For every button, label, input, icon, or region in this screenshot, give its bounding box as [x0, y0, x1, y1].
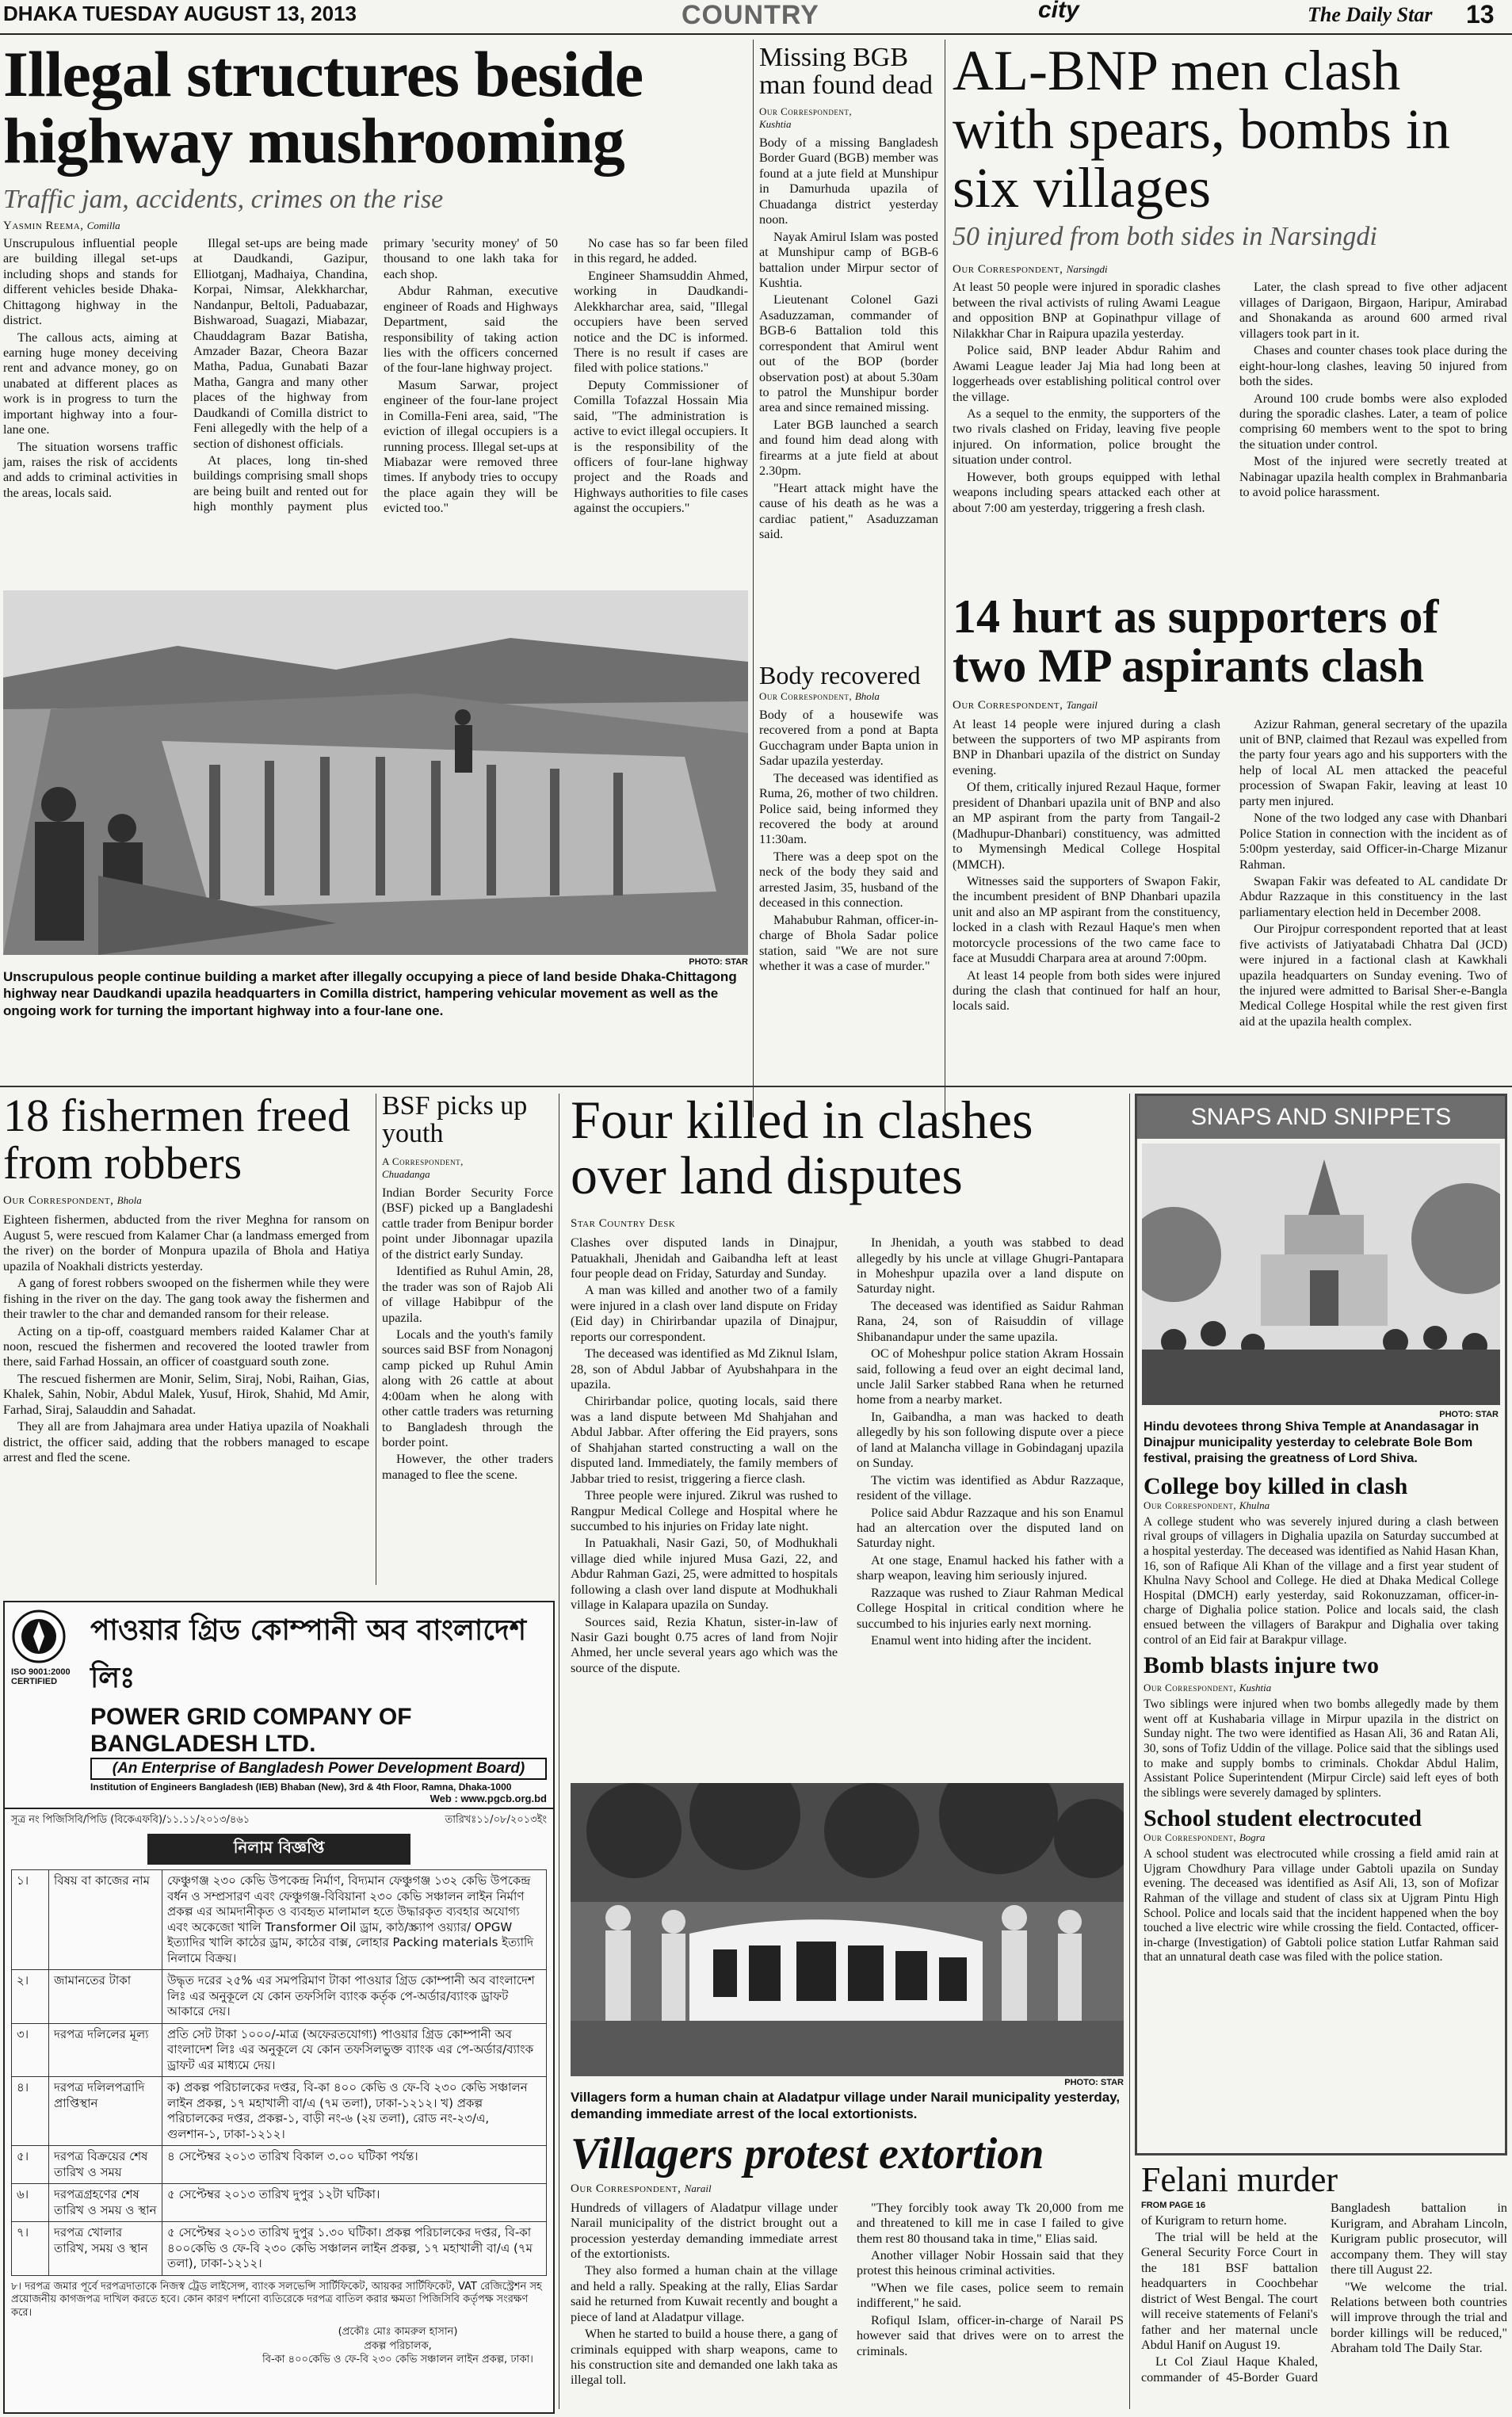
story-mp-aspirants-clash	[953, 590, 1507, 1090]
ad-cell-value: ৫ সেপ্টেম্বর ২০১৩ তারিখ দুপুর ১.৩০ ঘটিকা। প্রকল্প পরিচালকের দপ্তর, বি-কা ৪০০কেভি ও ফে-বি ২৩০ কেভি সঞ্চালন লাইন প্রকল্প, ১৭ মহাখালী বা/এ (৭ম তলা), ঢাকা-১২১২।	[162, 2222, 547, 2276]
bsf-body: Indian Border Security Force (BSF) picked up a Bangladeshi cattle trader from Benipur border point under Jibonnagar upazila of the district early Sunday. Identified as Ruhul Amin, 28, the trader was son of Rajob Ali of village Habibpur of the upazila. Locals and the youth's family sources said BSF from Nonagonj camp picked up Ruhul Amin along with 26 cattle at about 4:00am when he along with other cattle traders was returning to Bangladesh through the border point. However, the other traders managed to flee the scene.	[382, 1186, 553, 1482]
albnp-headline: AL-BNP men clash with spears, bombs in six villages	[953, 39, 1450, 220]
ad-cell-label: বিষয় বা কাজের নাম	[49, 1870, 162, 1970]
ad-cell-n: ৫।	[12, 2146, 49, 2184]
ad-table-row	[12, 1870, 547, 1970]
ad-cell-n: ৬।	[12, 2184, 49, 2222]
lead-byline: Yasmin Reema, Comilla	[3, 219, 120, 232]
story-body-recovered	[759, 662, 938, 976]
ad-header	[5, 1602, 553, 1809]
protest-photo-caption: Villagers form a human chain at Aladatpur village under Narail municipality yesterday, demanding immediate arrest of the local extortionists.	[571, 2090, 1121, 2122]
iso-certified: ISO 9001:2000 CERTIFIED	[11, 1667, 71, 1687]
bodyrec-body: Body of a housewife was recovered from a pond at Bapta Gucchagram under Bapta union in Sadar upazila yesterday. The deceased was identified as Ruma, 26, mother of two children. Police said, being informed they recovered the body at around 11:30am. There was a deep spot on the neck of the body they said and arrested Jasim, 35, husband of the deceased in this connection. Mahabubur Rahman, officer-in-charge of Bhola Sadar police station, said "We are not sure whether it was a case of murder."	[759, 707, 938, 973]
column-rule	[753, 40, 754, 1117]
ad-cell-label: জামানতের টাকা	[49, 1970, 162, 2024]
lead-body: Unscrupulous influential people are building illegal set-ups including shops and stands for different vehicles beside Dhaka-Chittagong highway in the district. The callous acts, aiming at earning huge money deceiving rent and advance money, go on unabated at different places as work is in progress to turn the important highway into a four-lane one. The situation worsens traffic jam, raises the risk of accidents and adds to criminal activities in the areas, locals said. Illegal set-ups are being made at Daudkandi, Gazipur, Elliotganj, Madhaiya, Chandina, Korpai, Nimsar, Alekkharchar, Nandanpur, Beltoli, Paduabazar, Bishwaroad, Suagazi, Miabazar, Chauddagram Bazar Batisha, Amzader Bazar, Cheora Bazar Matha, Padua, Gunabati Bazar Matha, Gangra and many other places of the highway from Daudkandi of Comilla district to Feni allegedly with the help of a section of dishonest officials. At places, long tin-shed buildings comprising small shops are being built and rented out for high monthly payment plus primary 'security money' of 50 thousand to one lakh taka for each shop. Abdur Rahman, executive engineer of Roads and Highways Department, said the responsibility of taking action lies with the officers concerned of the four-lane highway project. Masum Sarwar, project engineer of the four-lane project in Comilla-Feni area, said, "The eviction of illegal occupiers is a running process. Illegal set-ups at Miabazar were removed three times. If anybody tries to occupy the place again they will be evicted too." No case has so far been filed in this regard, he added. Engineer Shamsuddin Ahmed, working in Daudkandi-Alekkharchar area, said, "Illegal occupiers have been served notice and the DC is informed. There is no result if cases are filed with police stations." Deputy Commissioner of Comilla Tofazzal Hossain Mia said, "The administration is active to evict illegal occupiers. It is the responsibility of the officers of four-lane highway project and the Roads and Highways authorities to file cases against the occupiers."	[3, 235, 748, 516]
temple-photo	[1142, 1144, 1500, 1405]
temple-photo-image	[1142, 1144, 1500, 1405]
bomb-body: Two siblings were injured when two bombs allegedly made by them went off at Kushabaria village in Mirpur upazila in the district on Sunday night. The two were identified as Hasan Ali, 36 and Ratan Ali, 30, sons of Tofiz Uddin of the village. Police said that the siblings used to make and supply bombs to criminals. Chokdar Abdul Halim, Assistant Police Superintendent (Mirpur Circle) said left eyes of both the siblings were severely damaged by splinters.	[1144, 1697, 1499, 1800]
fishermen-byline: Our Correspondent, Bhola	[3, 1194, 142, 1208]
story-college-boy	[1144, 1475, 1499, 1648]
ad-cell-label: দরপত্রগ্রহণের শেষ তারিখ ও সময় ও স্থান	[49, 2184, 162, 2222]
protest-photo-credit: PHOTO: STAR	[1064, 2078, 1124, 2087]
ad-website: Web : www.pgcb.org.bd	[430, 1793, 547, 1804]
ad-address: Institution of Engineers Bangladesh (IEB) Bhaban (New), 3rd & 4th Floor, Ramna, Dhaka-1000	[90, 1781, 512, 1793]
ad-cell-value: ৪ সেপ্টেম্বর ২০১৩ তারিখ বিকাল ৩.০০ ঘটিকা পর্যন্ত।	[162, 2146, 547, 2184]
ad-cell-label: দরপত্র বিক্রয়ের শেষ তারিখ ও সময়	[49, 2146, 162, 2184]
pgcb-auction-advertisement	[3, 1601, 555, 2414]
college-byline: Our Correspondent, Khulna	[1144, 1499, 1270, 1511]
lead-headline: Illegal structures beside highway mushrooming	[3, 38, 643, 178]
section-tag: city	[1038, 0, 1079, 23]
ad-cell-n: ৩।	[12, 2023, 49, 2077]
bodyrec-byline: Our Correspondent, Bhola	[759, 689, 880, 702]
mp-byline: Our Correspondent, Tangail	[953, 698, 1098, 712]
snaps-box	[1135, 1094, 1507, 2155]
column-rule	[1129, 1094, 1130, 2409]
albnp-byline: Our Correspondent, Narsingdi	[953, 263, 1108, 277]
bgb-byline: Our Correspondent, Kushtia	[759, 105, 853, 131]
story-al-bnp-clash	[953, 41, 1507, 549]
ad-cell-n: ৭।	[12, 2222, 49, 2276]
four-byline: Star Country Desk	[571, 1217, 676, 1231]
ad-reference: সূত্র নং পিজিসিবি/পিডি (বিকেএফবি)/১১.১১/২০১৩/৪৬১	[11, 1814, 250, 1826]
school-body: A school student was electrocuted while crossing a field amid rain at Ujgram Chowdhury Para village under Gabtoli upazila on Sunday evening. The deceased was identified as Asif Ali, 13, son of Mofizar Rahman of the village and student of class six at Ujgram Pintu High School. Police and locals said that the incident happened when the boy touched a live electric wire while crossing the field. Contacted, officer-in-charge (Investigation) of Gabtoli police station Lutfar Rahman said that an unnatural death case was filed with the police station.	[1144, 1847, 1499, 1965]
ad-table-row	[12, 2222, 547, 2276]
ad-date: তারিখঃ১১/০৮/২০১৩ইং	[445, 1814, 547, 1826]
ad-cell-label: দরপত্র দলিলের মূল্য	[49, 2023, 162, 2077]
felani-body: FROM PAGE 16 of Kurigram to return home. The trial will be held at the General Security Force Court in the 181 BSF battalion headquarters in Coochbehar district of West Bengal. The court will receive statements of Felani's father and her maternal uncle Abdul Hanif on August 19. Lt Col Ziaul Haque Khaled, commander of 45-Border Guard Bangladesh battalion in Kurigram, and Abraham Lincoln, Kurigram public prosecutor, will accompany them. They will stay there till August 22. "We welcome the trial. Relations between both countries will improve through the trial and border killings will be reduced," Abraham told The Daily Star.	[1141, 2201, 1507, 2385]
ad-table-row	[12, 1970, 547, 2024]
ad-signature-block	[249, 2325, 547, 2367]
section-name: COUNTRY	[682, 0, 819, 30]
ad-table-row	[12, 2146, 547, 2184]
albnp-body: At least 50 people were injured in sporadic clashes between the rival activists of ruling Awami League and opposition BNP at Gopinathpur village of Nilakkhar Char in Raipura upazila yesterday. Police said, BNP leader Abdur Rahim and Awami League leader Jaj Mia had long been at loggerheads over establishing political control over the village. As a sequel to the enmity, the supporters of the two rivals clashed on Friday, leaving five people injured. On information, police brought the situation under control. However, both groups equipped with lethal weapons including spears attacked each other at about 7:00 am yesterday, triggering a fresh clash. Later, the clash spread to five other adjacent villages of Darigaon, Birgaon, Haripur, Amirabad and Shonakanda as around 600 armed rival villagers took part in it. Chases and counter chases took place during the eight-hour-long clashes, leaving 50 injured from both the sides. Around 100 crude bombs were also exploded during the sporadic clashes. Later, a team of police comprising 60 members went to the spot to bring the situation under control. Most of the injured were secretly treated at Nabinagar upazila health complex in Brahmanbaria to avoid police harassment.	[953, 280, 1507, 515]
school-headline: School student electrocuted	[1144, 1805, 1422, 1832]
ad-signer-title: প্রকল্প পরিচালক,	[364, 2339, 432, 2352]
bgb-headline: Missing BGB man found dead	[759, 43, 934, 101]
fishermen-headline: 18 fishermen freed from robbers	[3, 1090, 351, 1189]
ad-cell-value: প্রতি সেট টাকা ১০০০/-মাত্র (অফেরতযোগ্য) পাওয়ার গ্রিড কোম্পানী অব বাংলাদেশ লিঃ এর অনুকূলে যে কোন তফসিলভুক্ত ব্যাংক এর পে-অর্ডার/ব্যাংক ড্রাফট এর মাধ্যমে দেয়।	[162, 2023, 547, 2077]
ad-notice-title: নিলাম বিজ্ঞপ্তি	[147, 1834, 410, 1865]
ad-auction-table	[11, 1869, 547, 2276]
lead-subhead: Traffic jam, accidents, crimes on the rise	[3, 184, 444, 214]
story-four-killed	[571, 1092, 1124, 1711]
story-bsf-picks-up	[382, 1092, 553, 1484]
ad-cell-n: ১।	[12, 1870, 49, 1970]
ad-cell-label: দরপত্র দলিলপত্রাদি প্রাপ্তিস্থান	[49, 2077, 162, 2146]
bgb-body: Body of a missing Bangladesh Border Guard (BGB) member was found at a jute field at Munshipur in Damurhuda upazila of Chuadanga district yesterday noon. Nayak Amirul Islam was posted at Munshipur camp of BGB-6 battalion under Mirpur sector of Kushtia. Lieutenant Colonel Gazi Asaduzzaman, commander of BGB-6 Battalion told this correspondent that Amirul went out of the BOP (border observation post) at about 5.30am to patrol the Munshipur border area and since remained missing. Later BGB launched a search and found him dead along with firearms at a jute field at about 2.30pm. "Heart attack might have the cause of his death as he was a cardiac patient," Asaduzzaman said.	[759, 136, 938, 541]
temple-photo-credit: PHOTO: STAR	[1439, 1410, 1499, 1419]
felani-headline: Felani murder	[1141, 2160, 1338, 2199]
lead-photo	[3, 590, 748, 955]
four-headline: Four killed in clashes over land disputes	[571, 1090, 1033, 1206]
ad-cell-n: ৪।	[12, 2077, 49, 2146]
bodyrec-headline: Body recovered	[759, 661, 921, 689]
college-body: A college student who was severely injured during a clash between rival groups of villagers in Dighalia upazila on Saturday succumbed at a hospital yesterday. The deceased was identified as Nahid Hasan Khan, 16, son of Rafique Ali Khan of the village and a first year student of Khulna Navy School and College. He died at Dhaka Medical College Hospital (DMCH) early yesterday, said Rokonuzzaman, officer-in-charge of Dighalia police station. Police and locals said, the clash ensued between the villagers of Barakpur and Dighalia over taking control of an Eid fair at Barakpur village.	[1144, 1514, 1499, 1647]
four-body: Clashes over disputed lands in Dinajpur, Patuakhali, Jhenidah and Gaibandha left at least four people dead on Friday, Saturday and Sunday. A man was killed and another two of a family were injured in a clash over land dispute on Friday (Eid day) in Chirirbandar upazila of Dinajpur, reports our correspondent. The deceased was identified as Md Ziknul Islam, 28, son of Abdul Jabbar of Ayubshahpara in the upazila. Chirirbandar police, quoting locals, said there was a land dispute between Md Shahjahan and Abdul Jabbar. After offering the Eid prayers, sons of Shahjahan started constructing a wall on the disputed land. Immediately, the family members of Jabbar tried to resist, triggering a fierce clash. Three people were injured. Zikrul was rushed to Rangpur Medical College and Hospital where he succumbed to his injuries on Friday late night. In Patuakhali, Nasir Gazi, 50, of Modhukhali village died while injured Musa Gazi, 22, and Abdur Rahman Gazi, 25, were admitted to hospitals following a clash over land dispute at Modhukhali village in Kalapara upazila on Sunday. Sources said, Rezia Khatun, sister-in-law of Nasir Gazi bought 0.75 acres of land from Nojir Ahmed, her uncle several years ago which was the source of the dispute. In Jhenidah, a youth was stabbed to dead allegedly by his uncle at village Ghugri-Pantapara in Moheshpur upazila over a land dispute on Saturday night. The deceased was identified as Saidur Rahman Rana, 24, son of Raisuddin of village Shibanandapur under the same upazila. OC of Moheshpur police station Akram Hossain said, following a feud over an eight decimal land, uncle Jalil Sarker stabbed Rana when he returned home from a nearby market. In, Gaibandha, a man was hacked to death allegedly by his son following dispute over a piece of land at Malancha village in Gobindaganj upazila on Sunday. The victim was identified as Abdur Razzaque, resident of the village. Police said Abdur Razzaque and his son Enamul had an altercation over the disputed land on Saturday night. At one stage, Enamul hacked his father with a sharp weapon, leaving him seriously injured. Razzaque was rushed to Ziaur Rahman Medical College Hospital in critical condition where he succumbed to his injuries early next morning. Enamul went into hiding after the incident.	[571, 1235, 1124, 1675]
story-bomb-blasts	[1144, 1654, 1499, 1800]
pgcb-logo-icon	[11, 1609, 67, 1664]
ad-title-bangla: পাওয়ার গ্রিড কোম্পানী অব বাংলাদেশ লিঃ	[90, 1614, 527, 1694]
story-school-student	[1144, 1807, 1499, 1965]
ad-cell-value: উদ্ধৃত দরের ২৫% এর সমপরিমাণ টাকা পাওয়ার গ্রিড কোম্পানী অব বাংলাদেশ লিঃ এর অনুকূলে যে কোন তফসিলি ব্যাংক কর্তৃক পে-অর্ডার/ব্যাংক ড্রাফট আকারে দেয়।	[162, 1970, 547, 2024]
school-byline: Our Correspondent, Bogra	[1144, 1831, 1266, 1844]
story-felani-murder	[1141, 2162, 1507, 2415]
temple-photo-caption: Hindu devotees throng Shiva Temple at Anandasagar in Dinajpur municipality yesterday to celebrate Bole Bom festival, praising the greatness of Lord Shiva.	[1144, 1420, 1480, 1465]
protest-photo	[571, 1783, 1124, 2076]
ad-ref-row	[5, 1809, 553, 1832]
pgcb-logo	[11, 1609, 84, 1686]
lead-photo-caption: Unscrupulous people continue building a market after illegally occupying a piece of land beside Dhaka-Chittagong highway near Daudkandi upazila headquarters in Comilla district, hampering vehicular movement as well as the ongoing work for turning the important highway into a four-lane one.	[3, 969, 737, 1018]
story-fishermen-freed	[3, 1092, 369, 1467]
ad-table-row	[12, 2077, 547, 2146]
albnp-subhead: 50 injured from both sides in Narsingdi	[953, 222, 1377, 252]
bsf-byline: A Correspondent, Chuadanga	[382, 1155, 464, 1181]
ad-tagline: (An Enterprise of Bangladesh Power Development Board)	[90, 1758, 547, 1780]
mp-body: At least 14 people were injured during a clash between the supporters of two MP aspirants from BNP in Dhanbari upazila of the district on Sunday evening. Of them, critically injured Rezaul Haque, former president of Dhanbari upazila unit of BNP and also an MP aspirant from the party from Tangail-2 (Madhupur-Dhanbari) constituency, was admitted to Mymensingh Medical College Hospital (MMCH). Witnesses said the supporters of Swapon Fakir, the incumbent president of BNP Dhanbari upazila unit and also an MP aspirant from the constituency, locked in a clash with Rezaul Haque's men when motorcycle processions of the two came face to face at Musuddi Charpara area at around 7:00pm. At least 14 people from both sides were injured during the clash that continued for half an hour, locals said. Azizur Rahman, general secretary of the upazila unit of BNP, claimed that Rezaul was expelled from the party four years ago and his supporters with the help of local AL men attacked the peaceful procession of Swapan Fakir, leaving at least 10 party men injured. None of the two lodged any case with Dhanbari Police Station in connection with the incident as of 5:00pm yesterday, said Officer-in-Charge Mizanur Rahman. Swapan Fakir was defeated to AL candidate Dr Abdur Razzaque in this constituency in the last parliamentary election held in December 2008. Our Pirojpur correspondent reported that at least five activists of Jatiyatabadi Chhatra Dal (JCD) were injured in a factional clash at Kawkhali upazila headquarters on Sunday evening. Two of the injured were admitted to Barisal Sher-e-Bangla Medical College Hospital while the rest given first aid at the upazila health complex.	[953, 716, 1507, 1029]
ad-signer-org: বি-কা ৪০০কেভি ও ফে-বি ২৩০ কেভি সঞ্চালন লাইন প্রকল্প, ঢাকা।	[262, 2354, 533, 2366]
ad-cell-label: দরপত্র খোলার তারিখ, সময় ও স্থান	[49, 2222, 162, 2276]
felani-from-page: FROM PAGE 16	[1141, 2201, 1206, 2211]
ad-table-row	[12, 2184, 547, 2222]
newspaper-logo: The Daily Star	[1308, 3, 1433, 26]
protest-photo-image	[571, 1783, 1124, 2076]
villagers-headline: Villagers protest extortion	[571, 2129, 1044, 2178]
story-villagers-protest	[571, 2129, 1124, 2415]
snaps-title: SNAPS AND SNIPPETS	[1137, 1096, 1505, 1139]
college-headline: College boy killed in clash	[1144, 1473, 1408, 1499]
mp-headline: 14 hurt as supporters of two MP aspirants clash	[953, 590, 1439, 692]
ad-cell-value: ৫ সেপ্টেম্বর ২০১৩ তারিখ দুপুর ১২টা ঘটিকা।	[162, 2184, 547, 2222]
story-missing-bgb	[759, 44, 938, 544]
page-number: 13	[1466, 0, 1495, 29]
ad-cell-n: ২।	[12, 1970, 49, 2024]
bsf-headline: BSF picks up youth	[382, 1091, 528, 1149]
lead-story	[3, 38, 748, 577]
ad-table-row	[12, 2023, 547, 2077]
masthead	[0, 0, 1512, 35]
lead-photo-image	[3, 590, 748, 955]
villagers-body: Hundreds of villagers of Aladatpur village under Narail municipality of the district brought out a procession yesterday demanding immediate arrest of the extortionists. They also formed a human chain at the village and held a rally. Speaking at the rally, Elias Sardar said he returned from Kuwait recently and bought a piece of land at Aladatpur village. When he started to build a house there, a gang of criminals equipped with sharp weapons, came to his construction site and demanded one lakh taka as illegal toll. "They forcibly took away Tk 20,000 from me and threatened to kill me in case I failed to give them rest 80 thousand taka in time," Elias said. Another villager Nobir Hossain said that they protest this heinous criminal activities. "When we file cases, police seem to remain indifferent," he said. Rofiqul Islam, officer-in-charge of Narail PS however said that drives were on to arrest the criminals.	[571, 2200, 1124, 2388]
ad-signer: (প্রকৌঃ মোঃ কামরুল হাসান)	[338, 2326, 458, 2339]
fishermen-body: Eighteen fishermen, abducted from the river Meghna for ransom on August 5, were rescued from Kalamer Char (a landmass emerged from the river) on the border of Monpura upazila of Bhola and Hatiya upazila of Noakhali districts yesterday. A gang of forest robbers swooped on the fishermen while they were fishing in the river on the day. The gang took away the fishermen and their trawler to the char and demanded ransom for their release. Acting on a tip-off, coastguard members raided Kalamer Char at noon, rescued the fishermen and recovered the looted trawler from there, said Farhad Hossain, an officer of coastguard south zone. The rescued fishermen are Monir, Selim, Siraj, Nobi, Raihan, Gias, Khalek, Sahin, Nobir, Abdul Malek, Yusuf, Hirok, Shahid, Md Amir, Farhad, Siraj, Salauddin and Sahadat. They all are from Jahajmara area under Hatiya upazila of Noakhali district, the officer said, adding that the robbers managed to escape arrest and fled the scene.	[3, 1212, 369, 1465]
issue-date: DHAKA TUESDAY AUGUST 13, 2013	[3, 2, 357, 25]
villagers-byline: Our Correspondent, Narail	[571, 2182, 712, 2195]
ad-cell-value: ফেঞ্চুগঞ্জ ২৩০ কেভি উপকেন্দ্র নির্মাণ, বিদ্যমান ফেঞ্চুগঞ্জ ১৩২ কেভি উপকেন্দ্র বর্ধন ও সম্প্রসারণ এবং ফেঞ্চুগঞ্জ-বিবিয়ানা ২৩০ কেভি সঞ্চালন লাইন নির্মাণ প্রকল্প এর আমদানীকৃত ও ব্যবহৃত মালামাল হতে উদ্ধারকৃত ব্যবহার অযোগ্য এবং অকেজো খালি Transformer Oil ড্রাম, কাঠ/স্ক্র্যাপ ওয়্যার/ OPGW ইত্যাদির খালি কাঠের ড্রাম, কাঠের বাক্স, লোহার Packing materials ইত্যাদি নিলামে বিক্রয়।	[162, 1870, 547, 1970]
bomb-byline: Our Correspondent, Kushtia	[1144, 1682, 1272, 1694]
ad-cell-value: ক) প্রকল্প পরিচালকের দপ্তর, বি-কা ৪০০ কেভি ও ফে-বি ২৩০ কেভি সঞ্চালন লাইন প্রকল্প, ১৭ মহাখালী বা/এ (৭ম তলা), ঢাকা-১২১২। খ) প্রকল্প পরিচালকের দপ্তর, প্রকল্প-১, বাড়ী নং-৬ (২য় তলা), রোড নং-২৩/এ, গুলশান-১, ঢাকা-১২১২।	[162, 2077, 547, 2146]
ad-footnote: ৮। দরপত্র জমার পূর্বে দরপত্রদাতাকে নিজস্ব ট্রেড লাইসেন্স, ব্যাংক সলভেন্সি সার্টিফিকেট, আয়কর সার্টিফিকেট, VAT রেজিস্ট্রেশন সহ প্রয়োজনীয় কাগজপত্র দাখিল করতে হবে। কোন কারণ দর্শানো ব্যতিরেকে দরপত্র বাতিল করার ক্ষমতা পিজিসিবি কর্তৃপক্ষ সংরক্ষণ করে।	[11, 2280, 542, 2320]
bomb-headline: Bomb blasts injure two	[1144, 1652, 1379, 1679]
ad-title-english: POWER GRID COMPANY OF BANGLADESH LTD.	[90, 1704, 412, 1757]
lead-photo-credit: PHOTO: STAR	[689, 957, 748, 967]
